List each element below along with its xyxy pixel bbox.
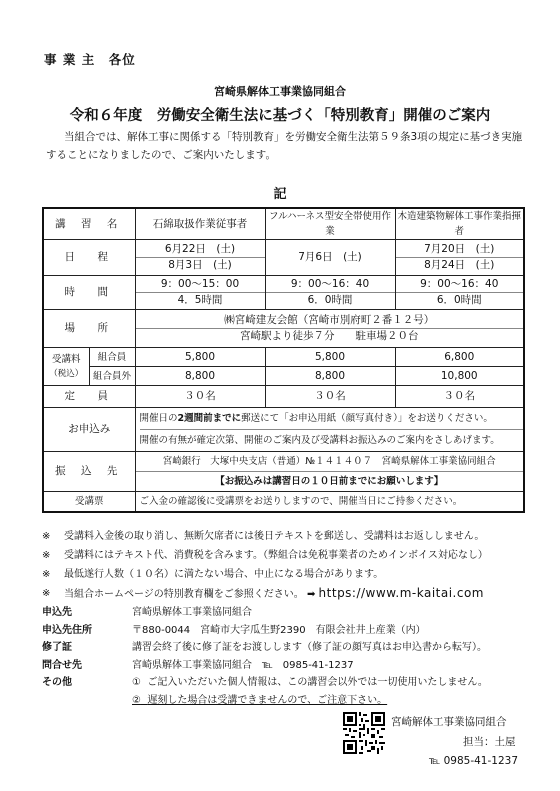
note-item [42,584,532,604]
note-text: 当組合ホームページの特別教育欄をご参照ください。 ➡ [64,589,316,600]
time-range: 9：00～16：40 [266,277,395,293]
note-mark: ※ [42,588,51,599]
apply-address-value: 〒880-0044 宮崎市大字瓜生野2390 有限会社井上産業（内） [132,624,426,636]
nonmember-label: 組合員外 [89,367,135,386]
date-cell [265,240,395,276]
fee-label-tax: （税込） [49,368,84,379]
qr-code-icon[interactable] [343,712,385,754]
transfer-cell [135,452,524,492]
date-value: 6月22日 (土) [136,242,265,258]
ticket-text: ご入金の確認後に受講票をお送りしますので、開催当日にご持参ください。 [135,492,524,512]
other-mark: ② [132,694,141,706]
info-row [42,692,542,710]
fee-nonmember: 10,800 [395,367,524,386]
capacity-value: ３０名 [265,386,395,408]
organization-name: 宮崎県解体工事業協同組合 [214,85,346,98]
note-mark: ※ [42,550,51,561]
info-row [42,639,542,657]
apply-to-value: 宮崎県解体工事業協同組合 [132,607,252,618]
ki-heading: 記 [273,187,287,202]
apply-to-label: 申込先 [42,607,72,618]
place-access: 宮崎駅より徒歩７分 駐車場２０台 [240,330,419,342]
fee-member: 6,800 [395,348,524,367]
note-item [42,527,532,546]
date-value: 8月3日 (土) [168,259,232,271]
footer-tel: ℡ 0985-41-1237 [429,755,518,767]
note-item [42,546,532,565]
date-value: 7月6日 (土) [298,251,362,263]
notes-list [42,527,532,604]
fee-nonmember: 8,800 [265,367,395,386]
ticket-label: 受講票 [43,492,135,512]
apply-line1-post: 郵送にて「お申込用紙（顔写真付き）」をお送りください。 [241,413,493,424]
intro-text: 当組合では、解体工事に関係する「特別教育」を労働安全衛生法第５９条3項の規定に基づき実施することになりましたので、ご案内いたします。 [46,131,523,161]
date-label: 日 程 [43,240,135,276]
apply-address-label: 申込先住所 [42,624,92,636]
other-text: ご記入いただいた個人情報は、この講習会以外では一切使用いたしません。 [147,677,488,688]
course-table [42,207,525,513]
time-cell [395,276,524,310]
fee-member: 5,800 [135,348,265,367]
course-name: フルハーネス型安全帯使用作業 [265,208,395,240]
info-row [42,674,542,692]
apply-line1-pre: 開催日の [139,413,178,424]
inquiry-value: 宮崎県解体工事業協同組合 ℡ 0985-41-1237 [132,659,354,671]
time-label: 時 間 [43,276,135,310]
other-mark: ① [132,677,141,688]
footer-org: 宮崎解体工事業協同組合 [391,716,507,728]
course-name: 木造建築物解体工事作業指揮者 [395,208,524,240]
transfer-deadline: 【お振込みは講習日の１０日前までにお願いします】 [215,476,444,487]
time-range: 9：00～16：40 [396,277,524,293]
completion-label: 修了証 [42,642,72,653]
footer-block [343,708,533,768]
info-block [42,604,542,709]
note-text: 最低遂行人数（１０名）に満たない場合、中止になる場合があります。 [64,569,384,580]
apply-line1 [140,408,524,430]
time-cell [135,276,265,310]
info-row [42,604,542,622]
date-cell [135,240,265,276]
apply-line1-bold: 2週間前までに [177,413,242,424]
course-name: 石綿取扱作業従事者 [135,208,265,240]
member-label: 組合員 [89,348,135,367]
course-label: 講 習 名 [43,208,135,240]
place-cell [135,310,524,348]
other-item-2 [132,692,542,710]
other-item-1 [132,674,542,692]
page-title: 令和６年度 労働安全衛生法に基づく「特別教育」開催のご案内 [69,108,491,124]
capacity-label: 定 員 [43,386,135,408]
place-address: ㈱宮崎建友会館（宮崎市別府町２番１２号） [136,313,524,329]
note-mark: ※ [42,531,51,542]
apply-line2: 開催の有無が確定次第、開催のご案内及び受講料お振込みのご案内をさしあげます。 [139,435,500,446]
note-text: 受講料にはテキスト代、消費税を含みます。（弊組合は免税事業者のためインボイス対応なし） [64,550,488,561]
note-mark: ※ [42,569,51,580]
time-cell [265,276,395,310]
date-cell [395,240,524,276]
fee-label [43,348,89,386]
footer-contact: 担当：土屋 [463,736,516,748]
note-item [42,565,532,584]
time-hours: 6．0時間 [436,294,482,306]
inquiry-label: 問合せ先 [42,659,82,671]
fee-label-text: 受講料 [51,353,81,365]
transfer-account: 宮崎銀行 大塚中央支店（普通）№１４１４０７ 宮崎県解体工事業協同組合 [136,452,524,472]
homepage-link[interactable]: https://www.m-kaitai.com [318,586,484,600]
other-text: 遅刻した場合は受講できませんので、ご注意下さい。 [147,694,388,706]
info-row [42,622,542,640]
fee-nonmember: 8,800 [135,367,265,386]
transfer-label: 振 込 先 [43,452,135,492]
capacity-value: ３０名 [135,386,265,408]
time-hours: 4．5時間 [177,294,223,306]
note-text: 受講料入金後の取り消し、無断欠席者には後日テキストを郵送し、受講料はお返ししません。 [64,531,485,542]
addressee: 事 業 主 各位 [44,52,136,67]
date-value: 7月20日 (土) [396,242,524,258]
apply-cell [135,408,524,452]
completion-value: 講習会終了後に修了証をお渡しします（修了証の顔写真はお申込書から転写）。 [132,642,487,653]
capacity-value: ３０名 [395,386,524,408]
apply-label: お申込み [43,408,135,452]
other-label: その他 [42,677,72,688]
date-value: 8月24日 (土) [424,259,495,271]
place-label: 場 所 [43,310,135,348]
time-range: 9：00～15：00 [136,277,265,293]
info-row [42,657,542,675]
fee-member: 5,800 [265,348,395,367]
time-hours: 6．0時間 [307,294,353,306]
